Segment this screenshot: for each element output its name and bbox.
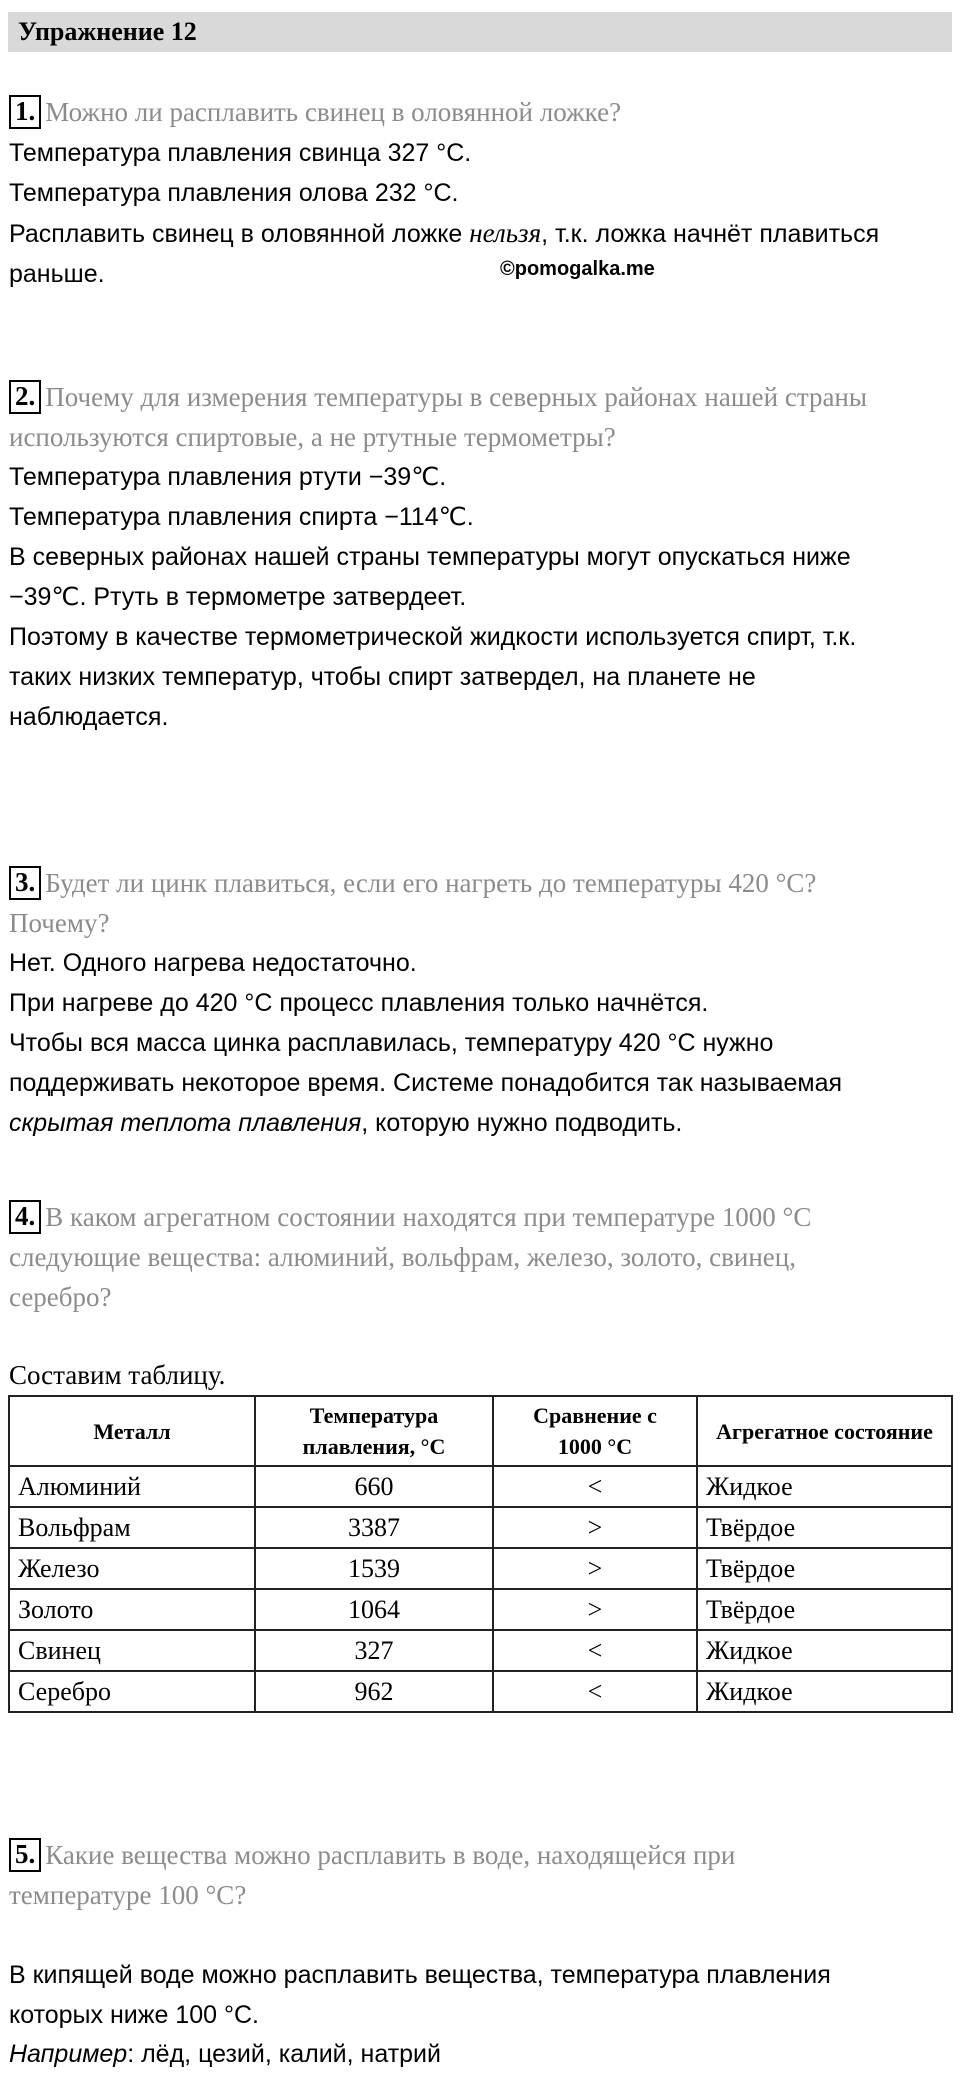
header-comparison [493,1396,697,1466]
table-row [9,1548,952,1589]
q5-answer-line: В кипящей воде можно расплавить вещества, температура плавления [9,1961,831,1989]
q3-text: , которую нужно подводить. [361,1109,683,1137]
watermark: ©pomogalka.me [500,258,655,280]
header-state: Агрегатное состояние [697,1396,952,1466]
cell-metal: Серебро [9,1671,255,1712]
table-row [9,1671,952,1712]
q3-answer-line: Чтобы вся масса цинка расплавилась, температуру 420 °С нужно [9,1029,774,1057]
table-row [9,1466,952,1507]
cell-temp: 962 [255,1671,493,1712]
cell-comparison: < [493,1466,697,1507]
cell-comparison: < [493,1630,697,1671]
q5-question-text: Какие вещества можно расплавить в воде, находящейся при [45,1840,736,1870]
cell-state: Твёрдое [697,1548,952,1589]
q3-number: 3. [9,866,41,900]
q4-question-text: В каком агрегатном состоянии находятся при температуре 1000 °С [45,1202,812,1232]
cell-metal: Железо [9,1548,255,1589]
q4-table-intro: Составим таблицу. [9,1360,226,1390]
q2-number: 2. [9,380,41,414]
q3-answer-line [9,1106,682,1140]
q2-answer-line: Поэтому в качестве термометрической жидкости используется спирт, т.к. [9,623,857,651]
cell-temp: 1064 [255,1589,493,1630]
q3-answer-line: При нагреве до 420 °С процесс плавления только начнётся. [9,989,709,1017]
q5-text: : лёд, цезий, калий, натрий [127,2040,441,2068]
q2-answer-line: таких низких температур, чтобы спирт затвердел, на планете не [9,663,756,691]
cell-temp: 327 [255,1630,493,1671]
q2-answer-line: В северных районах нашей страны температуры могут опускаться ниже [9,543,851,571]
q1-text: , т.к. ложка начнёт плавиться [541,220,880,248]
q2-question [9,380,867,414]
q2-answer-line: наблюдается. [9,703,169,731]
cell-state: Жидкое [697,1630,952,1671]
q3-answer-line: Нет. Одного нагрева недостаточно. [9,949,417,977]
cell-metal: Алюминий [9,1466,255,1507]
cell-comparison: > [493,1589,697,1630]
q5-question-cont: температуре 100 °С? [9,1880,247,1910]
table-row [9,1589,952,1630]
cell-metal: Вольфрам [9,1507,255,1548]
header-cmp-line: Сравнение с [533,1403,657,1428]
q3-emphasis: скрытая теплота плавления [9,1109,362,1137]
table-header-row [9,1396,952,1466]
metals-table [8,1395,953,1713]
q4-number: 4. [9,1200,41,1234]
q3-question-text: Будет ли цинк плавиться, если его нагреть до температуры 420 °С? [45,868,817,898]
cell-temp: 660 [255,1466,493,1507]
q2-question-cont: используются спиртовые, а не ртутные термометры? [9,422,616,452]
header-cmp-line: 1000 °С [557,1434,633,1459]
q3-question-cont: Почему? [9,908,110,938]
q1-emphasis: нельзя [469,218,542,248]
cell-state: Жидкое [697,1671,952,1712]
header-melting-temp [255,1396,493,1466]
cell-comparison: > [493,1507,697,1548]
cell-temp: 1539 [255,1548,493,1589]
q5-question [9,1838,735,1872]
q4-question-cont: следующие вещества: алюминий, вольфрам, железо, золото, свинец, [9,1242,796,1272]
q1-answer-line [9,216,879,251]
cell-state: Жидкое [697,1466,952,1507]
q2-answer-line: Температура плавления ртути −39℃. [9,463,447,491]
header-temp-line: плавления, °С [302,1434,446,1459]
cell-temp: 3387 [255,1507,493,1548]
q1-answer-line: Температура плавления свинца 327 °С. [9,139,472,167]
q5-number: 5. [9,1838,41,1872]
q2-answer-line: Температура плавления спирта −114℃. [9,503,474,531]
q1-question-text: Можно ли расплавить свинец в оловянной ложке? [45,97,622,127]
table-row [9,1507,952,1548]
q3-answer-line: поддерживать некоторое время. Системе понадобится так называемая [9,1069,843,1097]
cell-state: Твёрдое [697,1589,952,1630]
q1-number: 1. [9,95,41,129]
cell-state: Твёрдое [697,1507,952,1548]
q5-answer-line [9,2037,441,2071]
q4-question-cont: серебро? [9,1282,112,1312]
title-bar [8,12,952,52]
q5-answer-line: которых ниже 100 °С. [9,2001,259,2029]
header-metal: Металл [9,1396,255,1466]
cell-metal: Свинец [9,1630,255,1671]
q1-answer-line: Температура плавления олова 232 °С. [9,179,459,207]
q2-answer-line: −39℃. Ртуть в термометре затвердеет. [9,583,467,611]
exercise-title: Упражнение 12 [18,17,197,46]
cell-metal: Золото [9,1589,255,1630]
q4-question [9,1200,811,1234]
cell-comparison: > [493,1548,697,1589]
cell-comparison: < [493,1671,697,1712]
table-row [9,1630,952,1671]
header-temp-line: Температура [309,1403,439,1428]
q1-question [9,95,621,129]
q3-question [9,866,816,900]
q2-question-text: Почему для измерения температуры в северных районах нашей страны [45,382,868,412]
q5-emphasis: Например [9,2040,128,2068]
q1-answer-line: раньше. [9,260,105,288]
q1-text: Расплавить свинец в оловянной ложке [9,220,470,248]
